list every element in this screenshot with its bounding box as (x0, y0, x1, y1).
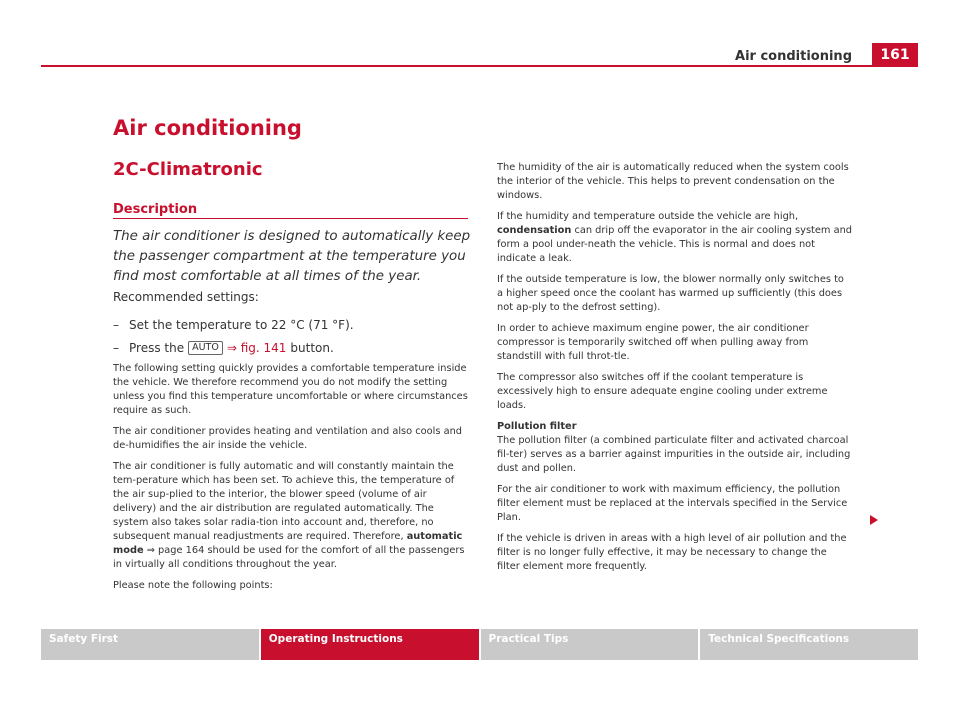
header-title: Air conditioning (735, 49, 852, 64)
paragraph: The following setting quickly provides a comfortable temperature inside the vehicle. We therefore recommend you do not modify the setting unless you find this temperature uncomfortable or where circumstances require as such. (113, 363, 468, 416)
paragraph: The compressor also switches off if the coolant temperature is excessively high to ensure adequate engine cooling under extreme loads. (497, 372, 828, 411)
paragraph: For the air conditioner to work with maximum efficiency, the pollution filter element must be replaced at the intervals specified in the Service Plan. (497, 484, 848, 523)
page-number: 161 (872, 43, 918, 67)
bold-term: condensation (497, 225, 572, 236)
bullet-text: button. (290, 341, 334, 355)
left-column (113, 362, 471, 600)
footer-nav (41, 629, 918, 660)
paragraph-text: If the humidity and temperature outside the vehicle are high, (497, 211, 799, 222)
bullet-text: Set the temperature to 22 °C (71 °F). (129, 318, 354, 332)
paragraph: The air conditioner provides heating and ventilation and also cools and de-humidifies the air inside the vehicle. (113, 426, 462, 451)
bold-term: automatic mode (113, 531, 463, 556)
bullet-text: Press the (129, 341, 185, 355)
tab-practical-tips[interactable]: Practical Tips (481, 629, 699, 660)
paragraph (497, 210, 852, 266)
header-rule (41, 65, 918, 67)
chapter-title: Air conditioning (113, 116, 302, 140)
recommended-label: Recommended settings: (113, 290, 259, 304)
paragraph: If the vehicle is driven in areas with a high level of air pollution and the filter is no longer fully effective, it may be necessary to change the filter element more frequently. (497, 533, 847, 572)
auto-key-icon: AUTO (188, 341, 223, 355)
paragraph: The pollution filter (a combined particulate filter and activated charcoal fil-ter) serves as a barrier against impurities in the outside air, including dust and pollen. (497, 435, 851, 474)
continue-arrow-icon (870, 515, 878, 525)
subsection-title: Description (113, 202, 198, 217)
tab-safety-first[interactable]: Safety First (41, 629, 259, 660)
dash-icon: – (113, 318, 119, 332)
section-title: 2C-Climatronic (113, 159, 263, 180)
paragraph-text: can drip off the evaporator in the air cooling system and form a pool under-neath the vehicle. This is normal and does not indicate a leak. (497, 225, 853, 264)
paragraph (113, 460, 471, 572)
paragraph-text: ⇒ page 164 should be used for the comfort of all the passengers in virtually all conditions throughout the year. (113, 545, 465, 570)
right-column (497, 161, 852, 581)
bullet-auto (113, 341, 334, 355)
bullet-temperature (113, 318, 354, 332)
intro-paragraph: The air conditioner is designed to automatically keep the passenger compartment at the temperature you find most comfortable at all times of the year. (113, 229, 471, 284)
tab-operating-instructions[interactable]: Operating Instructions (261, 629, 479, 660)
tab-technical-specifications[interactable]: Technical Specifications (700, 629, 918, 660)
dash-icon: – (113, 341, 119, 355)
paragraph: Please note the following points: (113, 580, 273, 591)
paragraph: If the outside temperature is low, the blower normally only switches to a higher speed once the coolant has warmed up sufficiently (this does not ap-ply to the defrost setting). (497, 274, 844, 313)
figure-link[interactable]: ⇒ fig. 141 (226, 341, 287, 355)
subsection-rule (113, 218, 468, 219)
pollution-filter-heading: Pollution filter (497, 421, 577, 432)
paragraph: In order to achieve maximum engine power, the air conditioner compressor is temporarily switched off when pulling away from standstill with full throt-tle. (497, 323, 809, 362)
paragraph-text: The air conditioner is fully automatic and will constantly maintain the tem-perature which has been set. To achieve this, the temperature of the air sup-plied to the interior, the blower speed (volume of air delivery) and the air distribution are regulated automatically. The system also takes solar radia-tion into account and, therefore, no subsequent manual readjustments are required. Therefore, (113, 461, 455, 542)
paragraph: The humidity of the air is automatically reduced when the system cools the interior of the vehicle. This helps to prevent condensation on the windows. (497, 162, 849, 201)
